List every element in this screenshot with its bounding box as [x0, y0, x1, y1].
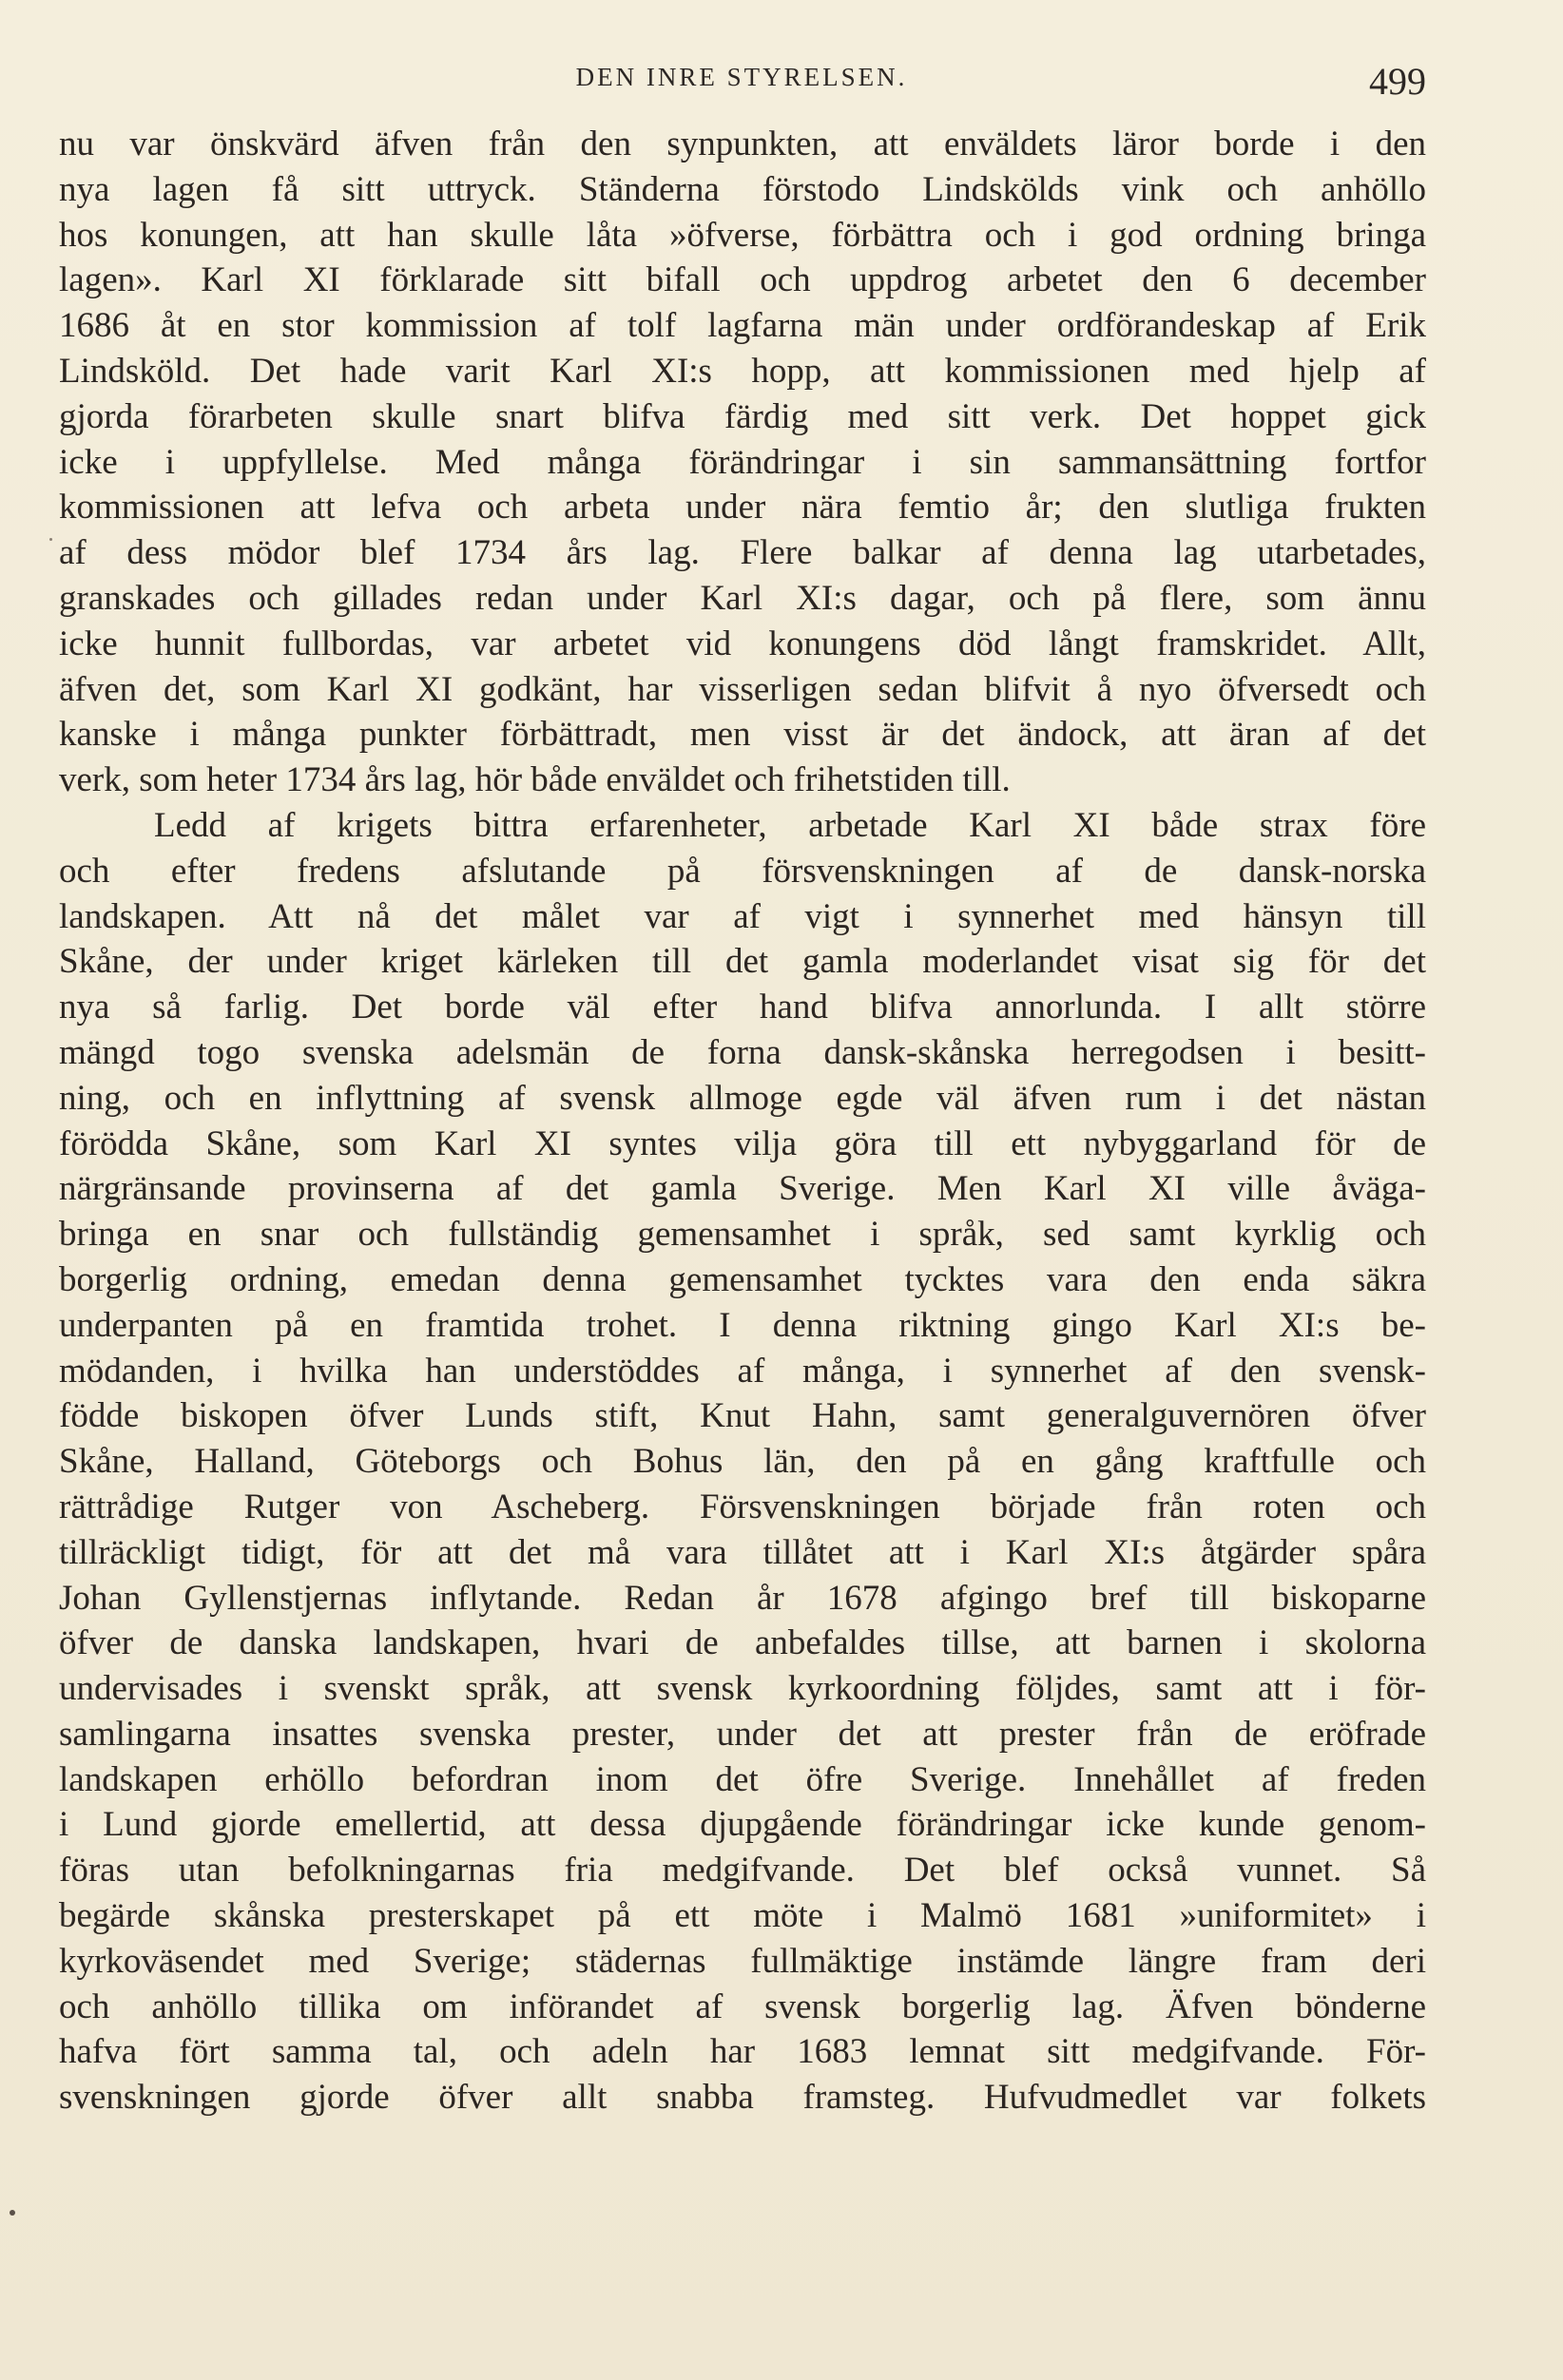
page-number: 499: [1369, 60, 1426, 103]
text-line: föras utan befolkningarnas fria medgifvande. Det blef också vunnet. Så: [59, 1851, 1426, 1891]
text-line: förödda Skåne, som Karl XI syntes vilja göra till ett nybyggarland för de: [59, 1123, 1426, 1163]
text-line: tillräckligt tidigt, för att det må vara tillåtet att i Karl XI:s åtgärder spåra: [59, 1532, 1426, 1572]
paragraph-end-line: verk, som heter 1734 års lag, hör både enväldet och frihetstiden till.: [59, 760, 1011, 800]
margin-mark: [10, 2210, 15, 2216]
text-line: Skåne, der under kriget kärleken till det gamla moderlandet visat sig för det: [59, 942, 1426, 982]
text-line: Johan Gyllenstjernas inflytande. Redan år 1678 afgingo bref till biskoparne: [59, 1578, 1426, 1618]
text-line: landskapen erhöllo befordran inom det öfre Sverige. Innehållet af freden: [59, 1759, 1426, 1799]
text-line: mödanden, i hvilka han understöddes af många, i synnerhet af den svensk-: [59, 1351, 1426, 1391]
text-line: 1686 åt en stor kommission af tolf lagfarna män under ordförandeskap af Erik: [59, 306, 1426, 346]
text-line: nya så farlig. Det borde väl efter hand blifva annorlunda. I allt större: [59, 988, 1426, 1027]
text-line: af dess mödor blef 1734 års lag. Flere balkar af denna lag utarbetades,: [59, 533, 1426, 573]
body-text: [59, 122, 1426, 2121]
running-title: DEN INRE STYRELSEN.: [575, 63, 908, 91]
text-line: rättrådige Rutger von Ascheberg. Försvenskningen började från roten och: [59, 1487, 1426, 1526]
text-line: i Lund gjorde emellertid, att dessa djupgående förändringar icke kunde genom-: [59, 1805, 1426, 1845]
text-line: hos konungen, att han skulle låta »öfverse, förbättra och i god ordning bringa: [59, 215, 1426, 255]
text-line: Lindsköld. Det hade varit Karl XI:s hopp, att kommissionen med hjelp af: [59, 351, 1426, 391]
text-line: granskades och gillades redan under Karl XI:s dagar, och på flere, som ännu: [59, 578, 1426, 618]
text-line: undervisades i svenskt språk, att svensk kyrkoordning följdes, samt att i för-: [59, 1669, 1426, 1709]
text-line: lagen». Karl XI förklarade sitt bifall och uppdrog arbetet den 6 december: [59, 260, 1426, 300]
text-line: bringa en snar och fullständig gemensamhet i språk, sed samt kyrklig och: [59, 1215, 1426, 1255]
text-line: icke hunnit fullbordas, var arbetet vid konungens död långt framskridet. Allt,: [59, 624, 1426, 663]
text-line: närgränsande provinserna af det gamla Sverige. Men Karl XI ville åväga-: [59, 1169, 1426, 1209]
text-line: samlingarna insattes svenska prester, under det att prester från de eröfrade: [59, 1714, 1426, 1754]
text-line: födde biskopen öfver Lunds stift, Knut Hahn, samt generalguvernören öfver: [59, 1396, 1426, 1436]
text-line: nu var önskvärd äfven från den synpunkten, att enväldets läror borde i den: [59, 125, 1426, 163]
text-line: gjorda förarbeten skulle snart blifva färdig med sitt verk. Det hoppet gick: [59, 396, 1426, 436]
text-line: landskapen. Att nå det målet var af vigt i synnerhet med hänsyn till: [59, 896, 1426, 936]
text-line: icke i uppfyllelse. Med många förändringar i sin sammansättning fortfor: [59, 442, 1426, 482]
text-line: äfven det, som Karl XI godkänt, har visserligen sedan blifvit å nyo öfversedt och: [59, 669, 1426, 709]
text-line: och anhöllo tillika om införandet af svensk borgerlig lag. Äfven bönderne: [59, 1987, 1426, 2026]
text-line: öfver de danska landskapen, hvari de anbefaldes tillse, att barnen i skolorna: [59, 1623, 1426, 1663]
paragraph-start-line: Ledd af krigets bittra erfarenheter, arbetade Karl XI både strax före: [154, 805, 1426, 845]
text-line: Skåne, Halland, Göteborgs och Bohus län, den på en gång kraftfulle och: [59, 1442, 1426, 1482]
text-line: nya lagen få sitt uttryck. Ständerna förstodo Lindskölds vink och anhöllo: [59, 169, 1426, 209]
text-line: svenskningen gjorde öfver allt snabba framsteg. Hufvudmedlet var folkets: [59, 2078, 1426, 2118]
text-line: kommissionen att lefva och arbeta under nära femtio år; den slutliga frukten: [59, 488, 1426, 528]
margin-mark: [49, 538, 52, 541]
text-line: kanske i många punkter förbättradt, men visst är det ändock, att äran af det: [59, 715, 1426, 755]
text-line: borgerlig ordning, emedan denna gemensamhet tycktes vara den enda säkra: [59, 1259, 1426, 1299]
text-line: begärde skånska presterskapet på ett möte i Malmö 1681 »uniformitet» i: [59, 1896, 1426, 1936]
running-head: [57, 59, 1426, 103]
text-line: kyrkoväsendet med Sverige; städernas fullmäktige instämde längre fram deri: [59, 1941, 1426, 1981]
text-line: hafva fört samma tal, och adeln har 1683 lemnat sitt medgifvande. För-: [59, 2032, 1426, 2072]
text-line: och efter fredens afslutande på försvenskningen af de dansk-norska: [59, 851, 1426, 891]
text-line: underpanten på en framtida trohet. I denna riktning gingo Karl XI:s be-: [59, 1305, 1426, 1345]
text-line: mängd togo svenska adelsmän de forna dansk-skånska herregodsen i besitt-: [59, 1032, 1426, 1072]
text-line: ning, och en inflyttning af svensk allmoge egde väl äfven rum i det nästan: [59, 1078, 1426, 1118]
